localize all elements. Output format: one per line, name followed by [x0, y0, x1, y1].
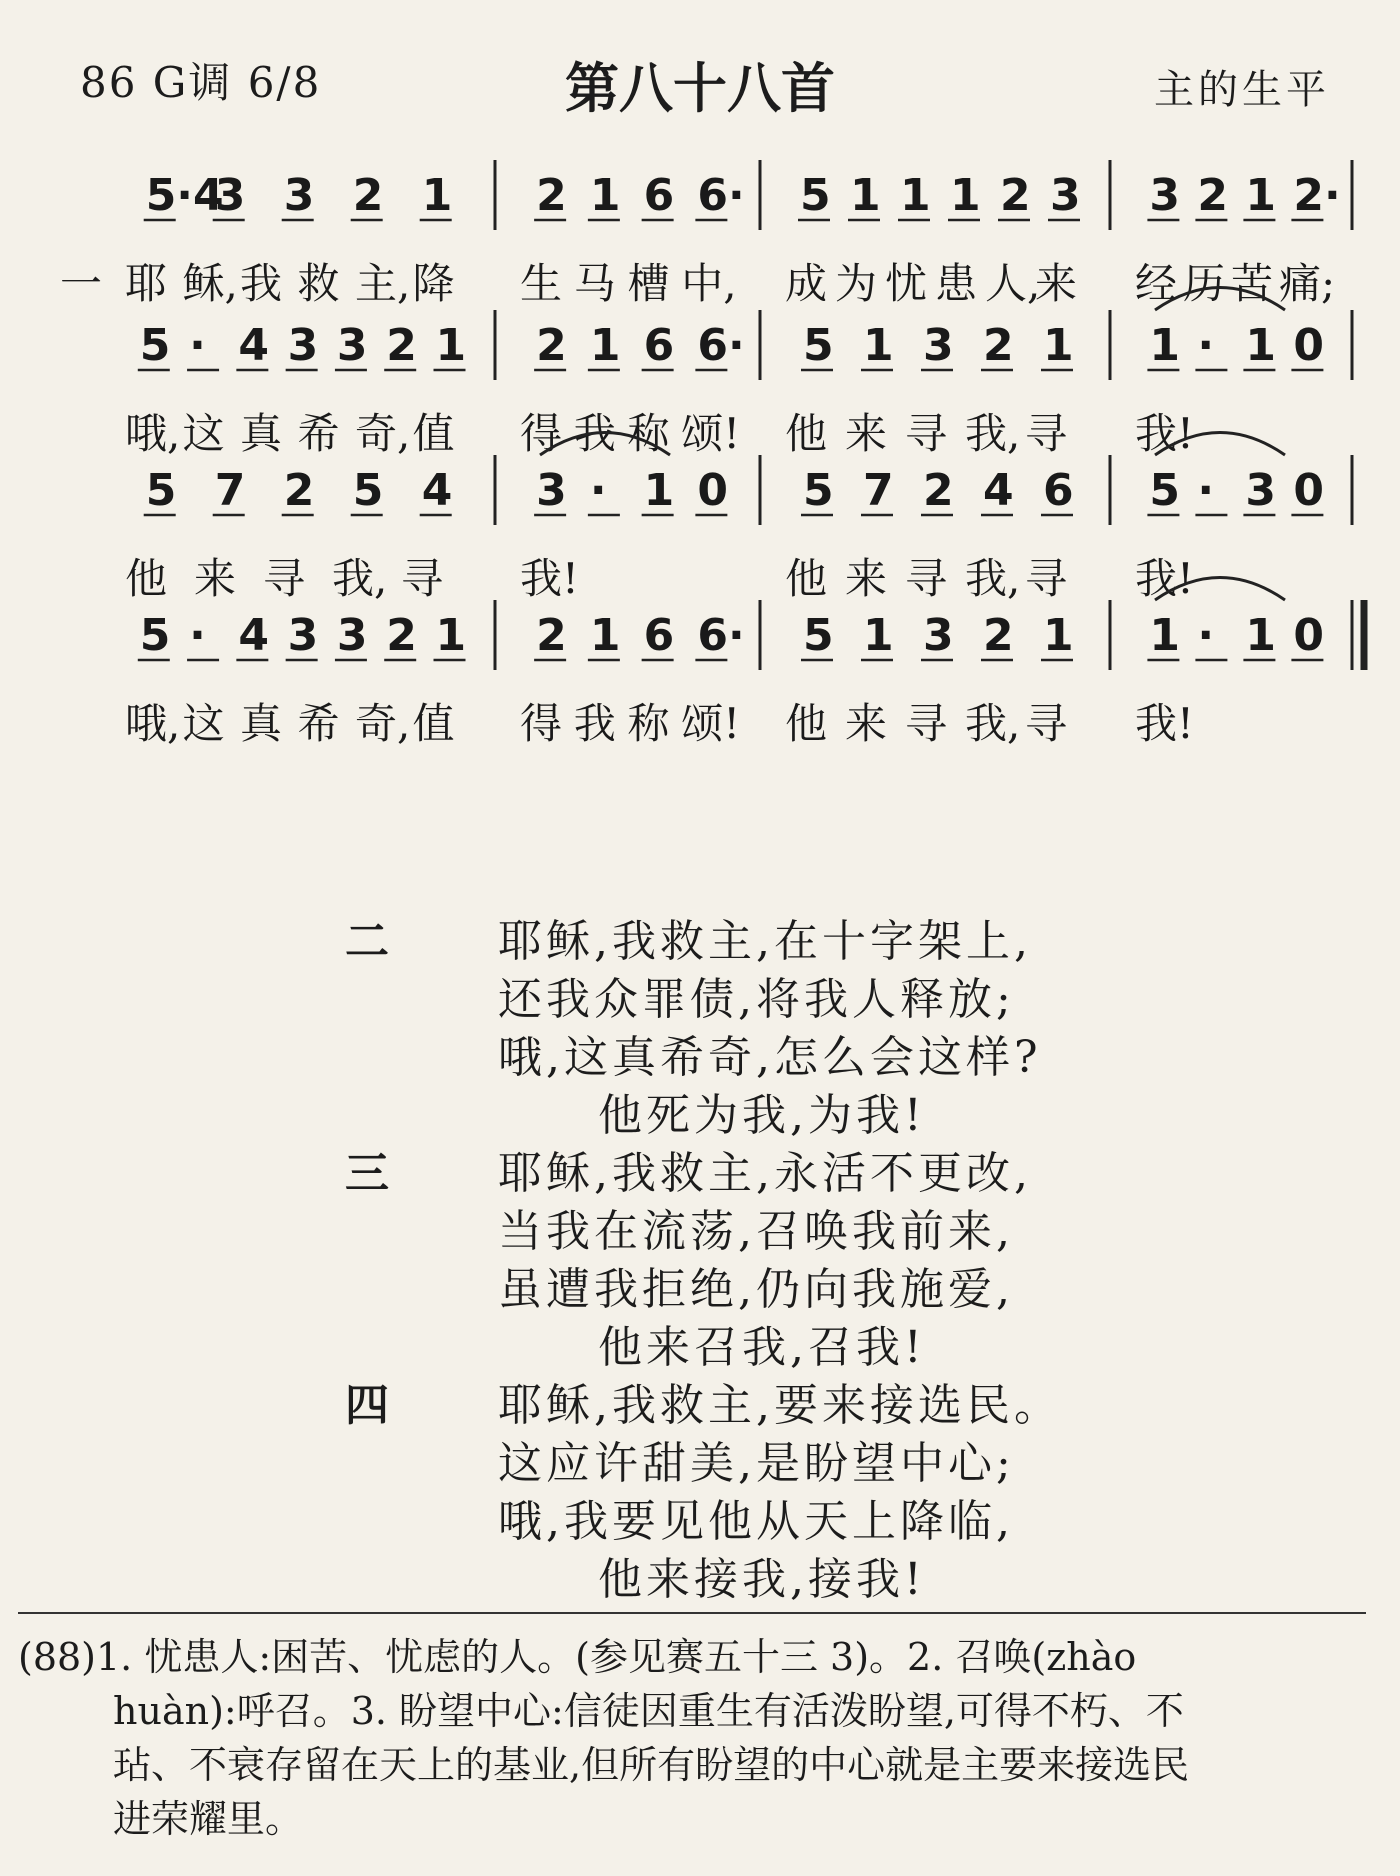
note: 6	[643, 320, 675, 371]
lyric-syllable: 耶	[125, 259, 168, 308]
note: 1	[643, 465, 675, 516]
note: 3	[536, 465, 567, 516]
note: 1	[1043, 320, 1074, 371]
footnote-line: (88)1. 忧患人:困苦、忧虑的人。(参见赛五十三 3)。2. 召唤(zhào	[18, 1635, 1137, 1679]
verse-line: 这应许甜美,是盼望中心;	[498, 1438, 1015, 1489]
hymn-title: 第八十八首	[565, 56, 835, 120]
lyric-syllable: 我,	[965, 554, 1021, 603]
note: 1	[900, 170, 931, 221]
note: 1	[435, 610, 467, 661]
lyric-syllable: 颂!	[681, 699, 741, 748]
note: 3	[923, 320, 954, 371]
verse-line: 他死为我,为我!	[598, 1090, 926, 1141]
note: 2·	[1293, 170, 1341, 221]
lyric-syllable: 寻	[1025, 554, 1068, 603]
note: 0	[697, 465, 728, 516]
note: 2	[386, 610, 417, 661]
lyric-syllable: 他	[785, 554, 828, 603]
lyric-syllable: 寻	[263, 554, 306, 603]
lyric-syllable: 忧	[885, 259, 928, 308]
note: 6·	[697, 170, 745, 221]
lyric-syllable: 寻	[905, 699, 948, 748]
footnote-line: 进荣耀里。	[113, 1797, 304, 1841]
lyric-syllable: 真	[240, 699, 283, 748]
lyric-syllable: 为	[835, 259, 878, 308]
hymn-number-key-time: 86 G调 6/8	[80, 58, 322, 107]
note: 2	[983, 320, 1014, 371]
note: 3	[214, 170, 246, 221]
verse-line: 耶稣,我救主,永活不更改,	[498, 1148, 1032, 1199]
footnote-divider	[18, 1612, 1366, 1614]
note: 3	[283, 170, 315, 221]
verse-number: 二	[345, 916, 389, 967]
lyric-syllable: 真	[240, 409, 283, 458]
lyric-syllable: 得	[520, 699, 563, 748]
lyric-syllable: 这	[182, 409, 225, 458]
note: 1	[589, 170, 621, 221]
verse-line: 耶稣,我救主,在十字架上,	[498, 916, 1032, 967]
lyric-syllable: 槽	[627, 259, 670, 308]
lyric-syllable: 称	[627, 409, 670, 458]
lyric-syllable: 希	[297, 409, 340, 458]
note: 5	[352, 465, 384, 516]
lyric-syllable: 痛;	[1279, 259, 1336, 308]
note: 7	[214, 465, 246, 516]
lyric-syllable: 颂!	[681, 409, 741, 458]
footnote-line: 玷、不衰存留在天上的基业,但所有盼望的中心就是主要来接选民	[113, 1743, 1190, 1787]
verse-line: 他来召我,召我!	[598, 1322, 926, 1373]
note: 1	[1149, 320, 1181, 371]
lyric-syllable: 我,	[332, 554, 388, 603]
lyric-syllable: 值	[412, 699, 455, 748]
lyric-syllable: 我!	[1135, 554, 1194, 603]
note: 1	[1043, 610, 1074, 661]
note: ·	[1197, 610, 1215, 661]
note: 6·	[697, 320, 745, 371]
lyric-syllable: 我,	[965, 699, 1021, 748]
note: 1	[589, 320, 621, 371]
note: 3	[336, 610, 368, 661]
note: 5	[803, 320, 834, 371]
lyric-syllable: 来	[845, 409, 888, 458]
note: 2	[352, 170, 384, 221]
lyric-syllable: 我!	[1135, 409, 1194, 458]
lyric-syllable: 我,	[965, 409, 1021, 458]
note: 5	[803, 465, 834, 516]
note: 4	[421, 465, 453, 516]
verse-number-label: 一	[60, 259, 103, 308]
note: ·	[1197, 465, 1215, 516]
lyric-syllable: 哦,	[125, 699, 181, 748]
lyric-syllable: 他	[785, 699, 828, 748]
note: 5	[139, 610, 171, 661]
lyric-syllable: 寻	[401, 554, 444, 603]
note: 1	[589, 610, 621, 661]
lyric-syllable: 来	[845, 699, 888, 748]
note: 1	[1245, 320, 1277, 371]
lyric-syllable: 值	[412, 409, 455, 458]
note: 1	[863, 610, 894, 661]
note: 0	[1293, 610, 1325, 661]
lyric-syllable: 我	[573, 699, 616, 748]
lyric-syllable: 生	[520, 259, 563, 308]
verse-number: 三	[345, 1148, 389, 1199]
note: 1	[1245, 170, 1277, 221]
jianpu-score	[0, 0, 1400, 900]
lyric-syllable: 他	[785, 409, 828, 458]
note: 6	[643, 170, 675, 221]
note: ·	[589, 465, 607, 516]
lyric-syllable: 得	[520, 409, 563, 458]
lyric-syllable: 哦,	[125, 409, 181, 458]
note: 7	[863, 465, 894, 516]
note: 1	[850, 170, 881, 221]
verse-line: 他来接我,接我!	[598, 1554, 926, 1605]
lyric-syllable: 来	[1035, 259, 1078, 308]
lyric-syllable: 称	[627, 699, 670, 748]
lyric-syllable: 这	[182, 699, 225, 748]
note: 3	[1245, 465, 1277, 516]
lyric-syllable: 我	[573, 409, 616, 458]
note: 3	[287, 320, 319, 371]
note: 5	[1149, 465, 1181, 516]
note: 4	[238, 320, 269, 371]
note: 2	[536, 610, 567, 661]
note: ·	[189, 610, 206, 661]
note: 2	[536, 320, 567, 371]
lyric-syllable: 苦	[1231, 259, 1274, 308]
verse-line: 哦,这真希奇,怎么会这样?	[498, 1032, 1042, 1083]
note: 3	[336, 320, 368, 371]
lyric-syllable: 来	[845, 554, 888, 603]
lyric-syllable: 我!	[1135, 699, 1194, 748]
verse-line: 还我众罪债,将我人释放;	[498, 974, 1015, 1025]
footnote-line: huàn):呼召。3. 盼望中心:信徒因重生有活泼盼望,可得不朽、不	[113, 1689, 1184, 1733]
note: 3	[287, 610, 319, 661]
lyric-syllable: 寻	[905, 409, 948, 458]
note: 3	[1149, 170, 1181, 221]
verse-line: 耶稣,我救主,要来接选民。	[498, 1380, 1062, 1431]
lyric-syllable: 寻	[1025, 699, 1068, 748]
note: 5	[800, 170, 831, 221]
note: 2	[983, 610, 1014, 661]
lyric-syllable: 奇,	[355, 699, 411, 748]
verse-line: 当我在流荡,召唤我前来,	[498, 1206, 1014, 1257]
note: 5	[803, 610, 834, 661]
note: 1	[421, 170, 453, 221]
note: 3	[923, 610, 954, 661]
note: 5	[145, 465, 177, 516]
verse-line: 哦,我要见他从天上降临,	[498, 1496, 1014, 1547]
note: 1	[950, 170, 981, 221]
note: 1	[863, 320, 894, 371]
lyric-syllable: 奇,	[355, 409, 411, 458]
verse-number: 四	[345, 1380, 389, 1431]
note: 5	[139, 320, 171, 371]
note: 2	[1197, 170, 1229, 221]
note: 0	[1293, 465, 1325, 516]
note: 2	[386, 320, 417, 371]
lyric-syllable: 希	[297, 699, 340, 748]
lyric-syllable: 来	[194, 554, 237, 603]
lyric-syllable: 成	[785, 259, 828, 308]
lyric-syllable: 人,	[985, 259, 1041, 308]
lyric-syllable: 救	[297, 259, 340, 308]
note: 2	[536, 170, 567, 221]
lyric-syllable: 历	[1183, 259, 1226, 308]
note: 1	[1245, 610, 1277, 661]
note: 3	[1050, 170, 1081, 221]
hymn-category: 主的生平	[1154, 67, 1330, 113]
lyric-syllable: 患	[935, 259, 978, 308]
lyric-syllable: 我	[240, 259, 283, 308]
note: ·	[1197, 320, 1215, 371]
lyric-syllable: 我!	[520, 554, 579, 603]
lyric-syllable: 中,	[681, 259, 737, 308]
note: 2	[283, 465, 315, 516]
note: 2	[923, 465, 954, 516]
lyric-syllable: 经	[1135, 259, 1178, 308]
note: ·	[189, 320, 206, 371]
note: 5·4	[145, 170, 224, 221]
note: 6	[643, 610, 675, 661]
lyric-syllable: 稣,	[182, 259, 238, 308]
lyric-syllable: 寻	[905, 554, 948, 603]
note: 2	[1000, 170, 1031, 221]
note: 6·	[697, 610, 745, 661]
verse-line: 虽遭我拒绝,仍向我施爱,	[498, 1264, 1014, 1315]
lyric-syllable: 寻	[1025, 409, 1068, 458]
note: 1	[1149, 610, 1181, 661]
lyric-syllable: 主,	[355, 259, 411, 308]
lyric-syllable: 降	[412, 259, 455, 308]
note: 4	[983, 465, 1014, 516]
note: 0	[1293, 320, 1325, 371]
lyric-syllable: 他	[125, 554, 168, 603]
note: 1	[435, 320, 467, 371]
lyric-syllable: 马	[573, 259, 616, 308]
note: 4	[238, 610, 269, 661]
footnote	[18, 1630, 1368, 1846]
note: 6	[1043, 465, 1074, 516]
